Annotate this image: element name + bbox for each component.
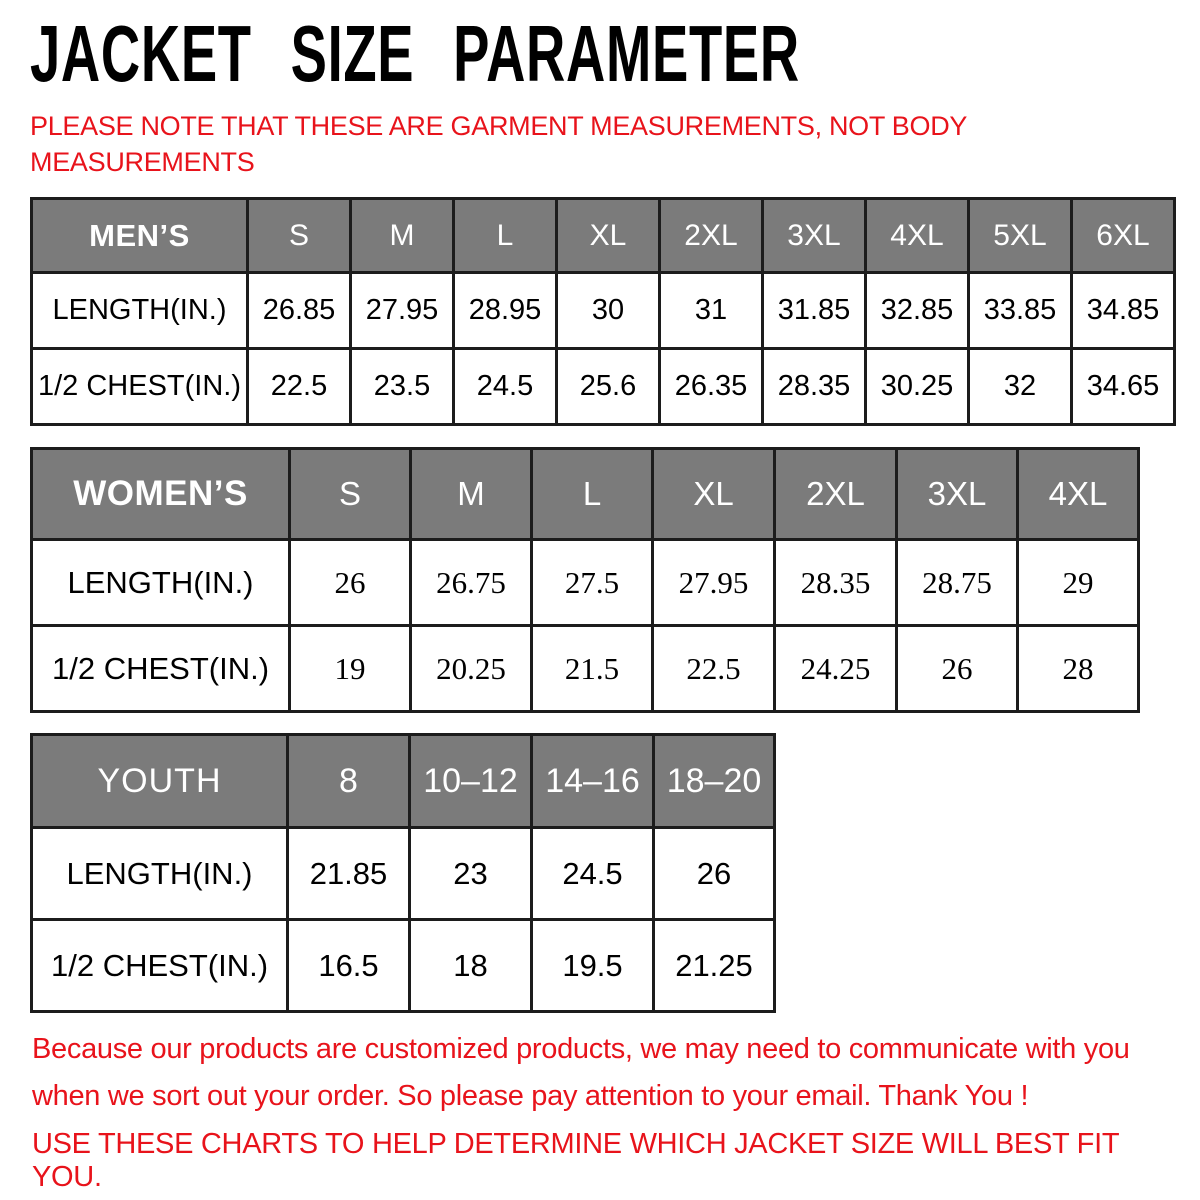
mens-length-6xl: 34.85 <box>1072 273 1175 349</box>
mens-size-2xl: 2XL <box>660 199 763 273</box>
womens-length-3xl: 28.75 <box>897 540 1018 626</box>
womens-length-label: LENGTH(IN.) <box>32 540 290 626</box>
mens-header-row <box>32 199 1175 273</box>
youth-chest-row <box>32 920 775 1012</box>
womens-length-l: 27.5 <box>532 540 653 626</box>
womens-size-xl: XL <box>653 449 775 540</box>
mens-chest-6xl: 34.65 <box>1072 349 1175 425</box>
mens-chest-5xl: 32 <box>969 349 1072 425</box>
womens-chest-s: 19 <box>290 626 411 712</box>
youth-length-10-12: 23 <box>410 828 532 920</box>
mens-length-m: 27.95 <box>351 273 454 349</box>
mens-length-l: 28.95 <box>454 273 557 349</box>
youth-chest-label: 1/2 CHEST(IN.) <box>32 920 288 1012</box>
mens-chest-4xl: 30.25 <box>866 349 969 425</box>
womens-length-2xl: 28.35 <box>775 540 897 626</box>
page-title-text: JACKET SIZE PARAMETER <box>30 9 800 98</box>
youth-size-table <box>30 733 776 1013</box>
womens-length-row <box>32 540 1139 626</box>
youth-table-label: YOUTH <box>32 735 288 828</box>
womens-chest-3xl: 26 <box>897 626 1018 712</box>
youth-chest-14-16: 19.5 <box>532 920 654 1012</box>
mens-chest-m: 23.5 <box>351 349 454 425</box>
youth-size-10-12: 10–12 <box>410 735 532 828</box>
page-title <box>30 9 1162 98</box>
womens-chest-label: 1/2 CHEST(IN.) <box>32 626 290 712</box>
mens-length-label: LENGTH(IN.) <box>32 273 248 349</box>
womens-chest-2xl: 24.25 <box>775 626 897 712</box>
womens-size-3xl: 3XL <box>897 449 1018 540</box>
garment-note-line2: MEASUREMENTS <box>30 147 255 177</box>
mens-size-table <box>30 197 1176 426</box>
womens-size-m: M <box>411 449 532 540</box>
customization-notice-line1: Because our products are customized products, we may need to communicate with you <box>32 1033 1130 1065</box>
womens-size-4xl: 4XL <box>1018 449 1139 540</box>
youth-length-8: 21.85 <box>288 828 410 920</box>
mens-chest-xl: 25.6 <box>557 349 660 425</box>
mens-size-5xl: 5XL <box>969 199 1072 273</box>
chart-usage-note: USE THESE CHARTS TO HELP DETERMINE WHICH JACKET SIZE WILL BEST FIT YOU. <box>32 1128 1119 1193</box>
womens-chest-l: 21.5 <box>532 626 653 712</box>
youth-chest-10-12: 18 <box>410 920 532 1012</box>
mens-length-xl: 30 <box>557 273 660 349</box>
youth-length-row <box>32 828 775 920</box>
womens-chest-xl: 22.5 <box>653 626 775 712</box>
mens-size-6xl: 6XL <box>1072 199 1175 273</box>
youth-size-18-20: 18–20 <box>654 735 775 828</box>
youth-size-14-16: 14–16 <box>532 735 654 828</box>
mens-length-5xl: 33.85 <box>969 273 1072 349</box>
mens-length-4xl: 32.85 <box>866 273 969 349</box>
womens-size-table <box>30 447 1140 713</box>
womens-length-s: 26 <box>290 540 411 626</box>
youth-chest-8: 16.5 <box>288 920 410 1012</box>
mens-size-xl: XL <box>557 199 660 273</box>
womens-chest-row <box>32 626 1139 712</box>
youth-chest-18-20: 21.25 <box>654 920 775 1012</box>
mens-table-label: MEN’S <box>32 199 248 273</box>
mens-size-m: M <box>351 199 454 273</box>
womens-table-label: WOMEN’S <box>32 449 290 540</box>
mens-chest-2xl: 26.35 <box>660 349 763 425</box>
mens-size-3xl: 3XL <box>763 199 866 273</box>
womens-size-2xl: 2XL <box>775 449 897 540</box>
mens-chest-l: 24.5 <box>454 349 557 425</box>
womens-chest-4xl: 28 <box>1018 626 1139 712</box>
customization-notice <box>32 1026 1187 1120</box>
mens-length-row <box>32 273 1175 349</box>
womens-header-row <box>32 449 1139 540</box>
youth-header-row <box>32 735 775 828</box>
womens-length-m: 26.75 <box>411 540 532 626</box>
womens-length-4xl: 29 <box>1018 540 1139 626</box>
womens-chest-m: 20.25 <box>411 626 532 712</box>
customization-notice-line2: when we sort out your order. So please pay attention to your email. Thank You ! <box>32 1080 1029 1112</box>
mens-length-s: 26.85 <box>248 273 351 349</box>
mens-chest-s: 22.5 <box>248 349 351 425</box>
mens-length-3xl: 31.85 <box>763 273 866 349</box>
womens-size-s: S <box>290 449 411 540</box>
womens-size-l: L <box>532 449 653 540</box>
garment-measurements-note <box>30 108 967 180</box>
womens-length-xl: 27.95 <box>653 540 775 626</box>
mens-size-s: S <box>248 199 351 273</box>
mens-chest-row <box>32 349 1175 425</box>
mens-chest-3xl: 28.35 <box>763 349 866 425</box>
youth-size-8: 8 <box>288 735 410 828</box>
mens-chest-label: 1/2 CHEST(IN.) <box>32 349 248 425</box>
mens-length-2xl: 31 <box>660 273 763 349</box>
mens-size-4xl: 4XL <box>866 199 969 273</box>
youth-length-14-16: 24.5 <box>532 828 654 920</box>
mens-size-l: L <box>454 199 557 273</box>
youth-length-18-20: 26 <box>654 828 775 920</box>
garment-note-line1: PLEASE NOTE THAT THESE ARE GARMENT MEASUREMENTS, NOT BODY <box>30 111 968 141</box>
youth-length-label: LENGTH(IN.) <box>32 828 288 920</box>
